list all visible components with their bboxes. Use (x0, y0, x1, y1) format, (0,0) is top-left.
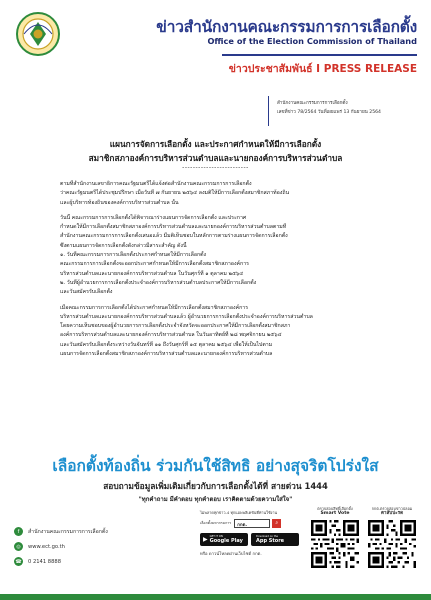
ect-seal-logo (16, 12, 60, 56)
header (0, 0, 431, 92)
body-line: ๒. วันที่ผู้อำนวยการการเลือกตั้งประจำองค์การบริหารส่วนตำบลประกาศให้มีการเลือกตั้ง (60, 279, 257, 286)
globe-icon: ◎ (14, 542, 23, 551)
footer (0, 506, 431, 600)
body-line: ๑. วันที่คณะกรรมการการเลือกตั้งประกาศกำหนดให้มีการเลือกตั้ง (60, 252, 207, 259)
body-line: คณะกรรมการการเลือกตั้งจะออกประกาศกำหนดให้มีการเลือกตั้งสมาชิกสภาองค์การ (60, 261, 249, 268)
play-icon: ▶ (203, 535, 208, 543)
body-line: กำหนดให้มีการเลือกตั้งสมาชิกสภาองค์การบริหารส่วนตำบลและนายกองค์การบริหารส่วนตำบลตามที่ (60, 224, 287, 231)
release-heading-line1: แผนการจัดการเลือกตั้ง และประกาศกำหนดให้มีการเลือกตั้ง (109, 139, 322, 149)
apps-caption-2: หรือ ดาวน์โหลดผ่านเว็บไซต์ กกต. (200, 551, 262, 556)
campaign-slogan: เลือกตั้งท้องถิ่น ร่วมกันใช้สิทธิ อย่างสุจริตโปร่งใส (52, 457, 379, 475)
search-icon[interactable]: ⌕ (272, 519, 281, 528)
release-heading-line2: สมาชิกสภาองค์การบริหารส่วนตำบลและนายกองค์การบริหารส่วนตำบล (88, 153, 343, 163)
contact-web: www.ect.go.th (28, 543, 65, 550)
facebook-icon: f (14, 527, 23, 536)
qr-code-icon (368, 520, 416, 568)
phone-icon: ☎ (15, 558, 22, 565)
app-search-label: เลือกตั้งมหากรมการ (200, 521, 232, 525)
body-line: เมื่อคณะกรรมการการเลือกตั้งได้ประกาศกำหนดให้มีการเลือกตั้งสมาชิกสภาองค์การ (60, 304, 249, 311)
app-download (200, 510, 308, 557)
body-line: บริหารส่วนตำบลและนายกองค์การบริหารส่วนตำบล ในวันศุกร์ที่ ๑ ตุลาคม ๒๕๖๔ (60, 270, 244, 277)
body-line: องค์การบริหารส่วนตำบลและนายกองค์การบริหารส่วนตำบล ในวันอาทิตย์ที่ ๒๘ พฤศจิกายน ๒๕๖๔ (60, 332, 282, 339)
contact-list (14, 524, 108, 569)
google-play-small: GET IT ON (209, 535, 223, 538)
body-line: แผนการจัดการเลือกตั้งสมาชิกสภาองค์การบริหารส่วนตำบลและนายกองค์การบริหารส่วนตำบล (60, 351, 273, 358)
body-line: ตามที่สำนักงานเลขาธิการคณะรัฐมนตรีได้แจ้งต่อสำนักงานคณะกรรมการการเลือกตั้ง (60, 181, 252, 187)
app-search-field[interactable]: กกต. (234, 519, 270, 528)
qr-fake-news[interactable] (367, 506, 417, 568)
qr1-name: Smart Vote (320, 511, 350, 516)
header-title-en: Office of the Election Commission of Thailand (207, 36, 417, 46)
body-line: และวันสมัครรับเลือกตั้ง (60, 289, 113, 296)
contact-phone: 0 2141 8888 (28, 558, 62, 565)
phone-contact[interactable] (14, 554, 108, 569)
info-number-date: เลขที่ข่าว 78/2564 วันที่เผยแพร่ 13 กันยายน 2564 (277, 110, 381, 115)
google-play-big: Google Play (209, 538, 243, 544)
release-body (60, 180, 402, 359)
google-play-badge[interactable] (200, 533, 248, 546)
body-line: โดยความเห็นชอบของผู้อำนวยการการเลือกตั้งประจำจังหวัดจะออกประกาศให้มีการเลือกตั้งสมาชิกสภา (60, 323, 291, 330)
press-release-label: ข่าวประชาสัมพันธ์ I PRESS RELEASE (228, 63, 417, 75)
app-search (200, 518, 300, 528)
facebook-contact[interactable] (14, 524, 108, 539)
hotline-subtext: "ทุกคำถาม มีคำตอบ ทุกคำตอบ เราคิดตามด้วยความใส่ใจ" (138, 496, 293, 503)
apps-caption: ไม่พลาดทุกข่าว-4 ทุกแอพพลิเคชันที่ท่านใช้งาน (200, 510, 278, 515)
qr1-caption: ตรวจสอบสิทธิ์เลือกตั้ง (317, 506, 353, 511)
body-line: และผู้บริหารท้องถิ่นของคงค์การบริหารส่วนตำบล นั้น (60, 199, 179, 206)
website-contact[interactable] (14, 539, 108, 554)
app-store-badge[interactable] (251, 533, 299, 546)
heading-divider: ------------------------- (182, 164, 249, 171)
body-line: บริหารส่วนตำบลและนายกองค์การบริหารส่วนตำบลแล้ว ผู้อำนวยการการเลือกตั้งประจำองค์การบริหารส่วนตำบล (60, 313, 313, 320)
hotline-text: สอบถามข้อมูลเพิ่มเติมเกี่ยวกับการเลือกตั้งได้ที่ สายด่วน 1444 (103, 481, 328, 491)
qr-smart-vote[interactable] (310, 506, 360, 568)
body-line: สำนักงานคณะกรรมการการเลือกตั้งเสนอแล้ว มีมติเห็นชอบในหลักการตามร่างแผนการจัดการเลือกตั้ง (60, 233, 288, 240)
body-line: และวันสมัครรับเลือกตั้งระหว่างวันจันทร์ที่ ๑๑ ถึงวันศุกร์ที่ ๑๕ ตุลาคม ๒๕๖๔ เพื่อให้เป็นไปตาม (60, 341, 273, 348)
qr2-caption: กกต.ตรวจสอบข่าวปลอม (371, 506, 413, 511)
qr-codes (310, 506, 417, 568)
app-store-big: App Store (256, 538, 285, 544)
body-line: ซึ่งตามแผนการจัดการเลือกตั้งดังกล่าวมีสาระสำคัญ ดังนี้ (60, 242, 187, 249)
app-store-small: Download on the (256, 535, 279, 538)
body-line: ว่าคณะรัฐมนตรีได้ประชุมปรึกษา เมื่อวันที่ ๗ กันยายน ๒๕๖๔ ลงมติให้มีการเลือกตั้งสมาชิกสภาท้องถิ่น (60, 190, 290, 197)
footer-green-bar (0, 594, 431, 600)
info-office: สำนักงานคณะกรรมการการเลือกตั้ง (277, 101, 348, 106)
qr-code-icon (311, 520, 359, 568)
release-info-box (268, 96, 418, 126)
header-title-th: ข่าวสำนักงานคณะกรรมการการเลือกตั้ง (156, 18, 417, 36)
body-line: วันนี้ คณะกรรมการการเลือกตั้งได้พิจารณาร่างแผนการจัดการเลือกตั้ง และประกาศ (60, 214, 247, 221)
store-badges (200, 533, 308, 546)
header-divider (222, 54, 417, 56)
contact-org: สำนักงานคณะกรรมการการเลือกตั้ง (28, 528, 108, 535)
qr2-name: ตาสับปะรด (380, 511, 404, 516)
